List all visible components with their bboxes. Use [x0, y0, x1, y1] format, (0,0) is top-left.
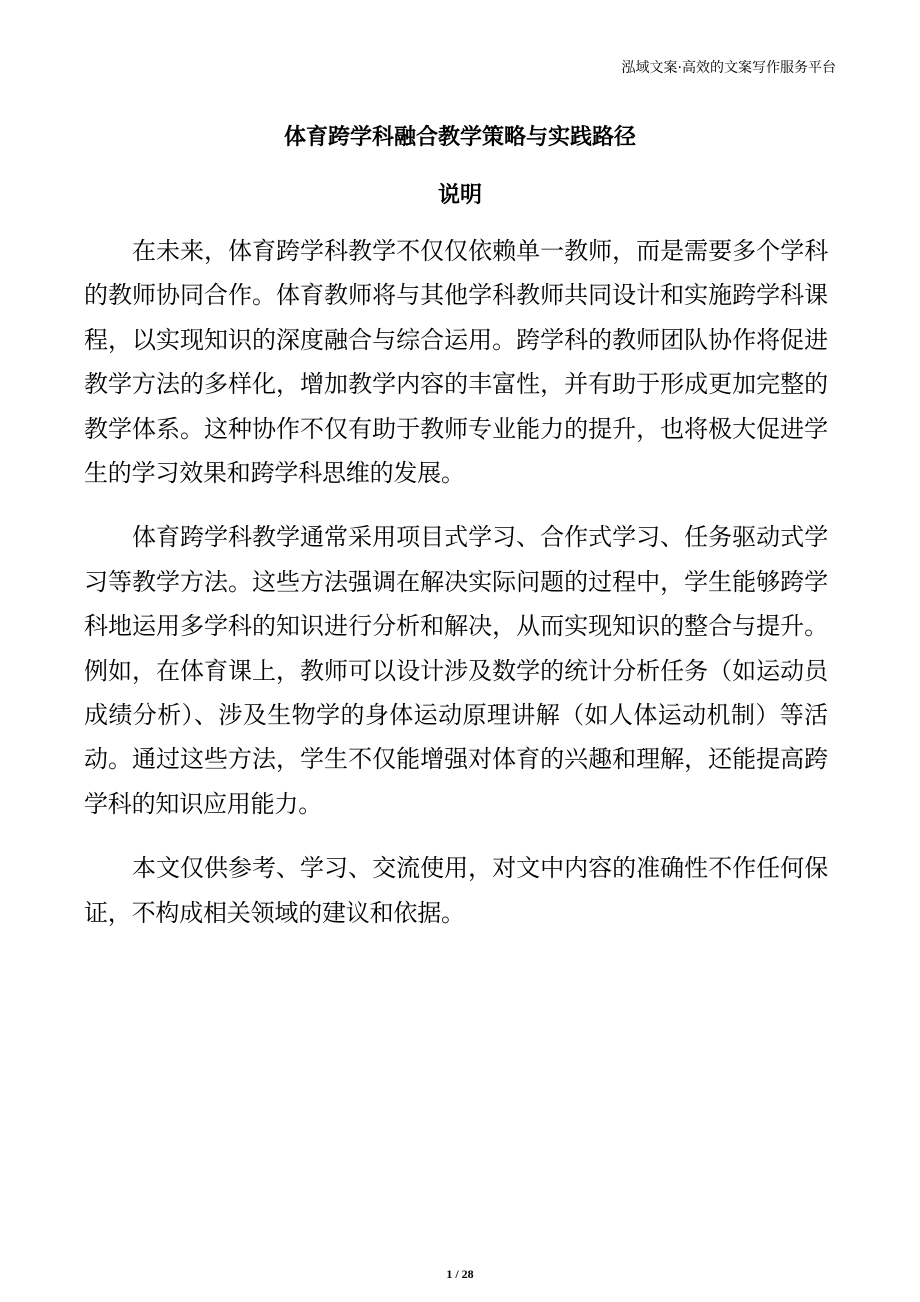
paragraph-1: 在未来，体育跨学科教学不仅仅依赖单一教师，而是需要多个学科的教师协同合作。体育教师将与其他学科教师共同设计和实施跨学科课程，以实现知识的深度融合与综合运用。跨学科的教师团队协作将促进教学方法的多样化，增加教学内容的丰富性，并有助于形成更加完整的教学体系。这种协作不仅有助于教师专业能力的提升，也将极大促进学生的学习效果和跨学科思维的发展。 — [84, 237, 828, 488]
document-title: 体育跨学科融合教学策略与实践路径 — [283, 125, 636, 150]
paragraph-2: 体育跨学科教学通常采用项目式学习、合作式学习、任务驱动式学习等教学方法。这些方法强调在解决实际问题的过程中，学生能够跨学科地运用多学科的知识进行分析和解决，从而实现知识的整合与提升。例如，在体育课上，教师可以设计涉及数学的统计分析任务（如运动员成绩分析）、涉及生物学的身体运动原理讲解（如人体运动机制）等活动。通过这些方法，学生不仅能增强对体育的兴趣和理解，还能提高跨学科的知识应用能力。 — [84, 523, 828, 818]
paragraph-3: 本文仅供参考、学习、交流使用，对文中内容的准确性不作任何保证，不构成相关领域的建议和依据。 — [84, 854, 828, 927]
page-number: 1 / 28 — [446, 1267, 474, 1281]
document-body — [84, 229, 828, 955]
section-heading: 说明 — [437, 183, 482, 208]
header-tagline: 泓域文案·高效的文案写作服务平台 — [621, 60, 836, 76]
